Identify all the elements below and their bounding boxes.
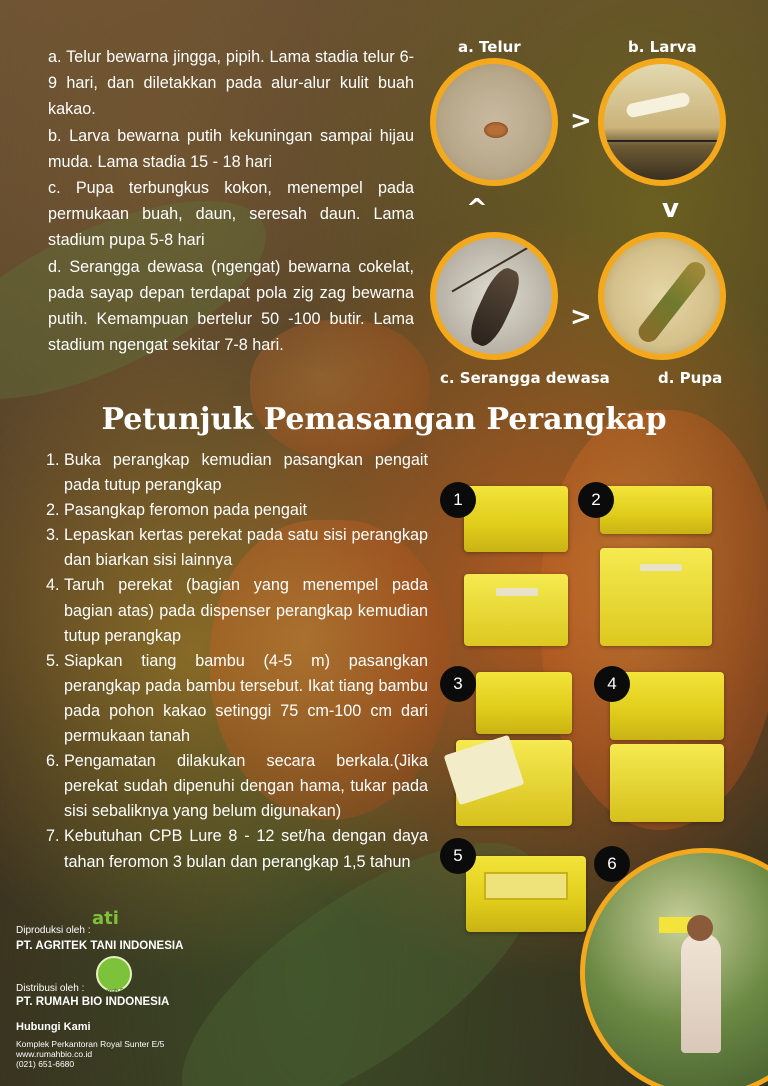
pupa-description: c. Pupa terbungkus kokon, menempel pada permukaan buah, daun, seresah daun. Lama stadium pupa 5-8 hari	[48, 179, 414, 250]
step-badge-6: 6	[594, 846, 630, 882]
label-telur: a. Telur	[458, 38, 521, 56]
section-title: Petunjuk Pemasangan Perangkap	[101, 402, 667, 437]
agritek-logo: ati	[92, 908, 119, 929]
contact-phone: (021) 651-6680	[16, 1059, 75, 1069]
arrow-down-icon: v	[662, 194, 679, 224]
rumah-bio-logo: Rumah Bio	[96, 956, 132, 992]
step-badge-3: 3	[440, 666, 476, 702]
larva-description: b. Larva bewarna putih kekuningan sampai hijau muda. Lama stadia 15 - 18 hari	[48, 126, 414, 171]
contact-title: Hubungi Kami	[16, 1021, 91, 1033]
egg-photo	[430, 58, 558, 186]
step-1-photo	[464, 486, 568, 552]
distributor-name: PT. RUMAH BIO INDONESIA	[16, 996, 170, 1008]
egg-description: a. Telur bewarna jingga, pipih. Lama stadia telur 6-9 hari, dan diletakkan pada alur-alur kulit buah kakao.	[48, 48, 414, 119]
step-6-photo	[580, 848, 768, 1086]
step-2-photo	[600, 486, 712, 534]
step-badge-5: 5	[440, 838, 476, 874]
step-item: 6. Pengamatan dilakukan secara berkala.(Jika perekat sudah dipenuhi dengan hama, tukar pada sisi sebaliknya yang belum digunakan)	[46, 752, 428, 821]
producer-name: PT. AGRITEK TANI INDONESIA	[16, 940, 184, 952]
step-2-photo	[600, 548, 712, 646]
contact-website: www.rumahbio.co.id	[16, 1049, 93, 1059]
label-larva: b. Larva	[628, 38, 697, 56]
adult-moth-photo	[430, 232, 558, 360]
distributed-by-label: Distribusi oleh :	[16, 983, 85, 994]
step-badge-2: 2	[578, 482, 614, 518]
step-item: 7. Kebutuhan CPB Lure 8 - 12 set/ha dengan daya tahan feromon 3 bulan dan perangkap 1,5 tahun	[46, 827, 428, 871]
step-3-photo	[456, 740, 572, 826]
step-item: 4. Taruh perekat (bagian yang menempel pada bagian atas) pada dispenser perangkap kemudian tutup perangkap	[46, 576, 428, 645]
step-item: 2. Pasangkap feromon pada pengait	[46, 501, 307, 520]
step-badge-4: 4	[594, 666, 630, 702]
produced-by-label: Diproduksi oleh :	[16, 925, 91, 936]
step-5-photo	[466, 856, 586, 932]
pupa-photo	[598, 232, 726, 360]
life-cycle-description	[48, 44, 414, 358]
arrow-right-icon: >	[570, 302, 592, 332]
contact-address: Komplek Perkantoran Royal Sunter E/5	[16, 1039, 165, 1049]
step-item: 5. Siapkan tiang bambu (4-5 m) pasangkan perangkap pada bambu tersebut. Ikat tiang bambu pada pohon kakao setinggi 75 cm-100 cm dari permukaan tanah	[46, 651, 428, 746]
step-1-photo	[464, 574, 568, 646]
step-item: 1. Buka perangkap kemudian pasangkan pengait pada tutup perangkap	[46, 451, 428, 495]
larva-photo	[598, 58, 726, 186]
adult-description: d. Serangga dewasa (ngengat) bewarna cokelat, pada sayap depan terdapat pola zig zag bewarna putih. Kemampuan bertelur 50 -100 butir. Lama stadium ngengat sekitar 7-8 hari.	[48, 257, 414, 355]
step-4-photo	[610, 744, 724, 822]
label-pupa: d. Pupa	[658, 369, 723, 387]
arrow-up-icon: ^	[466, 194, 488, 224]
installation-steps	[46, 448, 428, 875]
arrow-right-icon: >	[570, 106, 592, 136]
step-item: 3. Lepaskan kertas perekat pada satu sisi perangkap dan biarkan sisi lainnya	[46, 526, 428, 570]
step-badge-1: 1	[440, 482, 476, 518]
step-3-photo	[476, 672, 572, 734]
label-serangga-dewasa: c. Serangga dewasa	[440, 369, 610, 387]
